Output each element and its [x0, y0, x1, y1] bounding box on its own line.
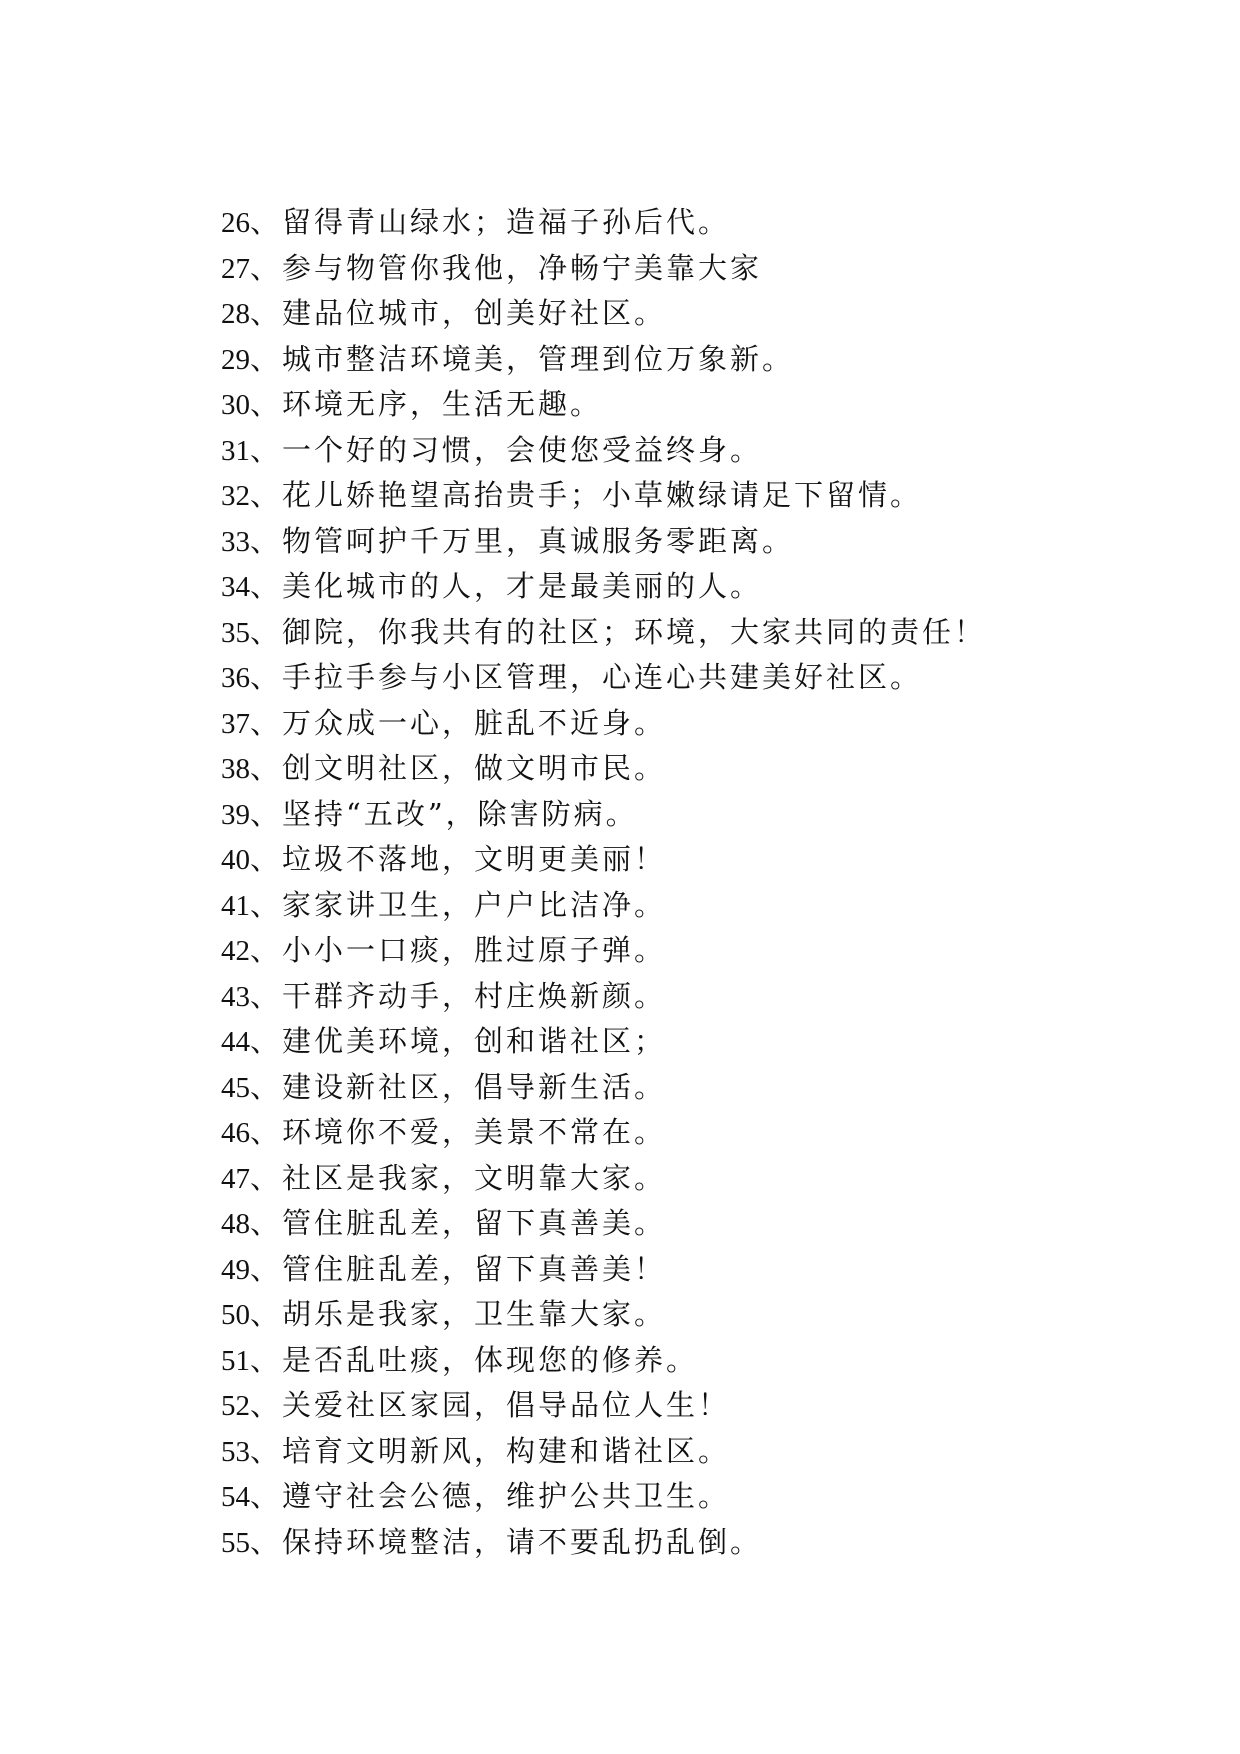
slogan-text: 、干群齐动手，村庄焕新颜。 [250, 978, 667, 1013]
slogan-number: 48 [221, 1208, 250, 1240]
slogan-line [221, 519, 1181, 565]
slogan-number: 49 [221, 1253, 250, 1286]
slogan-text: 、建品位城市，创美好社区。 [250, 296, 667, 330]
slogan-line [221, 1065, 1181, 1111]
slogan-line [221, 1520, 1181, 1566]
slogan-line [221, 1156, 1181, 1202]
slogan-number: 52 [221, 1390, 250, 1422]
slogan-text: 、保持环境整洁，请不要乱扔乱倒。 [250, 1524, 763, 1559]
slogan-number: 31 [221, 434, 250, 467]
slogan-line [221, 1110, 1181, 1156]
slogan-number: 30 [221, 389, 250, 421]
slogan-line [221, 610, 1181, 656]
slogan-text: 、物管呵护千万里，真诚服务零距离。 [250, 523, 795, 558]
slogan-text: 、留得青山绿水；造福子孙后代。 [250, 205, 731, 239]
slogan-number: 40 [221, 844, 250, 876]
slogan-text: 、环境你不爱，美景不常在。 [250, 1115, 667, 1149]
slogan-line [221, 337, 1181, 383]
slogan-text: 、管住脏乱差，留下真善美。 [250, 1206, 667, 1240]
slogan-number: 39 [221, 798, 250, 831]
slogan-text: 、城市整洁环境美，管理到位万象新。 [250, 341, 795, 376]
slogan-number: 28 [221, 298, 250, 330]
slogan-line [221, 1201, 1181, 1247]
slogan-number: 41 [221, 889, 250, 922]
slogan-line [221, 1338, 1181, 1384]
slogan-text: 、花儿娇艳望高抬贵手；小草嫩绿请足下留情。 [250, 478, 923, 512]
slogan-text: 、建优美环境，创和谐社区； [250, 1024, 667, 1058]
slogan-number: 51 [221, 1344, 250, 1377]
slogan-line [221, 200, 1181, 246]
slogan-text: 、是否乱吐痰，体现您的修养。 [250, 1342, 699, 1377]
slogan-text: 、万众成一心，脏乱不近身。 [250, 705, 667, 740]
slogan-text: 、创文明社区，做文明市民。 [250, 751, 667, 785]
slogan-number: 29 [221, 343, 250, 376]
slogan-number: 47 [221, 1162, 250, 1195]
slogan-number: 32 [221, 480, 250, 512]
slogan-text: 、建设新社区，倡导新生活。 [250, 1069, 667, 1104]
slogan-line [221, 1383, 1181, 1429]
slogan-text: 、美化城市的人，才是最美丽的人。 [250, 569, 763, 603]
slogan-line [221, 1474, 1181, 1520]
slogan-line [221, 246, 1181, 292]
slogan-line [221, 1292, 1181, 1338]
slogan-line [221, 382, 1181, 428]
slogan-number: 38 [221, 753, 250, 785]
slogan-line [221, 291, 1181, 337]
slogan-number: 44 [221, 1026, 250, 1058]
slogan-number: 42 [221, 935, 250, 967]
slogan-line [221, 746, 1181, 792]
slogan-text: 、遵守社会公德，维护公共卫生。 [250, 1479, 731, 1513]
slogan-line [221, 792, 1181, 838]
slogan-text: 、家家讲卫生，户户比洁净。 [250, 887, 667, 922]
slogan-line [221, 564, 1181, 610]
slogan-text: 、小小一口痰，胜过原子弹。 [250, 933, 667, 967]
slogan-number: 55 [221, 1526, 250, 1559]
slogan-text: 、坚持“五改”，除害防病。 [250, 796, 638, 831]
slogan-line [221, 974, 1181, 1020]
slogan-number: 27 [221, 252, 250, 285]
slogan-text: 、一个好的习惯，会使您受益终身。 [250, 432, 763, 467]
slogan-number: 45 [221, 1071, 250, 1104]
slogan-text: 、胡乐是我家，卫生靠大家。 [250, 1297, 667, 1331]
slogan-number: 34 [221, 571, 250, 603]
slogan-line [221, 655, 1181, 701]
slogan-line [221, 428, 1181, 474]
slogan-line [221, 473, 1181, 519]
slogan-number: 35 [221, 616, 250, 649]
slogan-number: 53 [221, 1435, 250, 1468]
slogan-number: 33 [221, 525, 250, 558]
slogan-number: 26 [221, 207, 250, 239]
slogan-text: 、社区是我家，文明靠大家。 [250, 1160, 667, 1195]
slogan-line [221, 1429, 1181, 1475]
slogan-line [221, 883, 1181, 929]
slogan-text: 、御院，你我共有的社区；环境，大家共同的责任！ [250, 614, 987, 649]
slogan-text: 、培育文明新风，构建和谐社区。 [250, 1433, 731, 1468]
slogan-list [221, 200, 1181, 1565]
slogan-text: 、环境无序，生活无趣。 [250, 387, 603, 421]
slogan-line [221, 1247, 1181, 1293]
slogan-number: 54 [221, 1481, 250, 1513]
slogan-number: 36 [221, 662, 250, 694]
slogan-line [221, 701, 1181, 747]
slogan-text: 、垃圾不落地，文明更美丽！ [250, 842, 667, 876]
slogan-number: 37 [221, 707, 250, 740]
slogan-number: 50 [221, 1299, 250, 1331]
slogan-number: 43 [221, 980, 250, 1013]
slogan-text: 、管住脏乱差，留下真善美！ [250, 1251, 667, 1286]
slogan-text: 、参与物管你我他，净畅宁美靠大家 [250, 250, 763, 285]
slogan-line [221, 928, 1181, 974]
slogan-text: 、手拉手参与小区管理，心连心共建美好社区。 [250, 660, 923, 694]
slogan-number: 46 [221, 1117, 250, 1149]
slogan-line [221, 837, 1181, 883]
slogan-line [221, 1019, 1181, 1065]
slogan-text: 、关爱社区家园，倡导品位人生！ [250, 1388, 731, 1422]
